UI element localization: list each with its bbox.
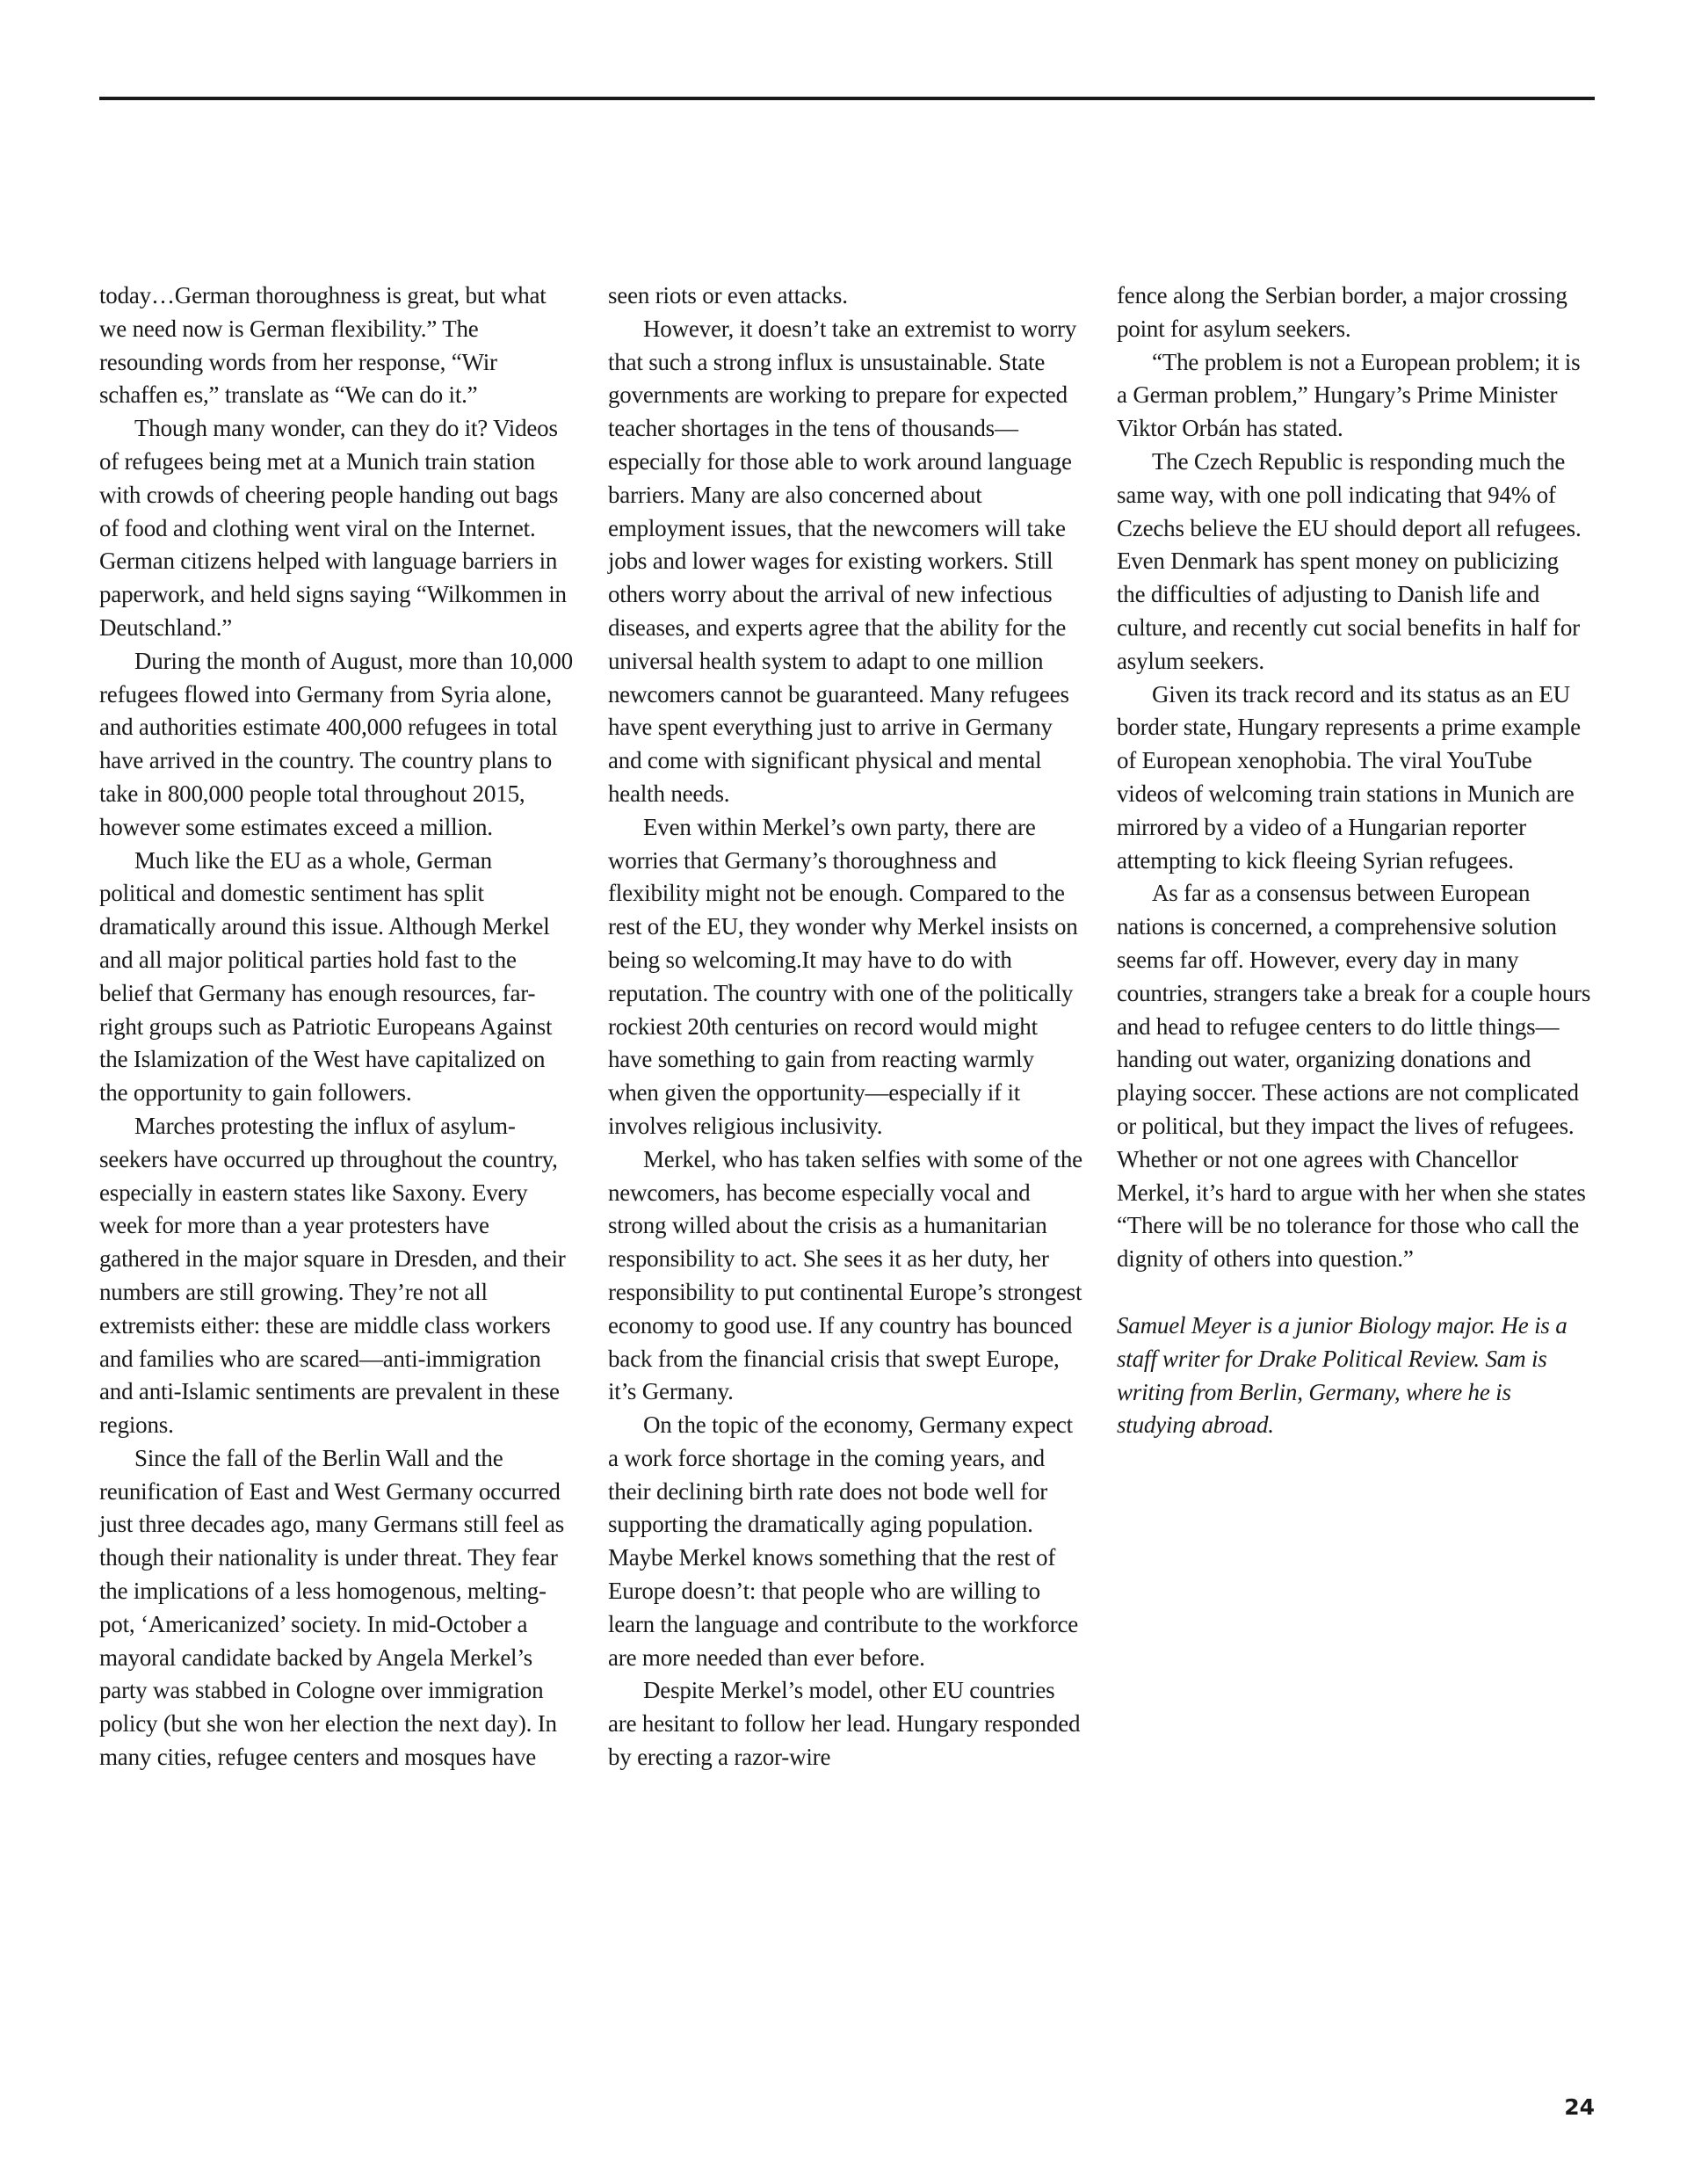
paragraph: “The problem is not a European problem; it is a German problem,” Hungary’s Prime Minister Viktor Orbán has stated. bbox=[1117, 348, 1581, 442]
paragraph: On the topic of the economy, Germany expect a work force shortage in the coming years, and their declining birth rate does not bode well for supporting the dramatically aging population. Maybe Merkel knows something that the rest of Europe doesn’t: that people who are willing to learn the language and contribute to the workforce are more needed than ever before. bbox=[608, 1411, 1079, 1671]
author-bio: Samuel Meyer is a junior Biology major. He is a staff writer for Drake Political Review. Sam is writing from Berlin, Germany, where he is studying abroad. bbox=[1117, 1311, 1568, 1439]
column-1 bbox=[99, 279, 574, 1774]
paragraph: Since the fall of the Berlin Wall and the reunification of East and West Germany occurred just three decades ago, many Germans still feel as though their nationality is under threat. They fear the implications of a less homogenous, melting-pot, ‘Americanized’ society. In mid-October a mayoral candidate backed by Angela Merkel’s party was stabbed in Cologne over immigration policy (but she won her election the next day). In many cities, refugee centers and mosques have bbox=[99, 1444, 565, 1771]
paragraph: However, it doesn’t take an extremist to worry that such a strong influx is unsustainable. State governments are working to prepare for expected teacher shortages in the tens of thousands—especially for those able to work around language barriers. Many are also concerned about employment issues, that the newcomers will take jobs and lower wages for existing workers. Still others worry about the arrival of new infectious diseases, and experts agree that the ability for the universal health system to adapt to one million newcomers cannot be guaranteed. Many refugees have spent everything just to arrive in Germany and come with significant physical and mental health needs. bbox=[608, 315, 1077, 807]
paragraph: As far as a consensus between European nations is concerned, a comprehensive solution seems far off. However, every day in many countries, strangers take a break for a couple hours and head to refugee centers to do little things—handing out water, organizing donations and playing soccer. These actions are not complicated or political, but they impact the lives of refugees. Whether or not one agrees with Chancellor Merkel, it’s hard to argue with her when she states “There will be no tolerance for those who call the dignity of others into question.” bbox=[1117, 880, 1591, 1273]
paragraph: The Czech Republic is responding much the same way, with one poll indicating that 94% of Czechs believe the EU should deport all refugees. Even Denmark has spent money on publicizing the difficulties of adjusting to Danish life and culture, and recently cut social benefits in half for asylum seekers. bbox=[1117, 447, 1582, 674]
column-3 bbox=[1117, 279, 1591, 1442]
paragraph: Even within Merkel’s own party, there are worries that Germany’s thoroughness and flexibility might not be enough. Compared to the rest of the EU, they wonder why Merkel insists on being so welcoming.It may have to do with reputation. The country with one of the politically rockiest 20th centuries on record would might have something to gain from reacting warmly when given the opportunity—especially if it involves religious inclusivity. bbox=[608, 813, 1078, 1139]
paragraph: today…German thoroughness is great, but what we need now is German flexibility.” The resounding words from her response, “Wir schaffen es,” translate as “We can do it.” bbox=[99, 282, 547, 409]
paragraph: Though many wonder, can they do it? Videos of refugees being met at a Munich train station with crowds of cheering people handing out bags of food and clothing went viral on the Internet. German citizens helped with language barriers in paperwork, and held signs saying “Wilkommen in Deutschland.” bbox=[99, 415, 567, 641]
paragraph: Given its track record and its status as an EU border state, Hungary represents a prime example of European xenophobia. The viral YouTube videos of welcoming train stations in Munich are mirrored by a video of a Hungarian reporter attempting to kick fleeing Syrian refugees. bbox=[1117, 680, 1581, 874]
paragraph: Much like the EU as a whole, German political and domestic sentiment has split dramatically around this issue. Although Merkel and all major political parties hold fast to the belief that Germany has enough resources, far-right groups such as Patriotic Europeans Against the Islamization of the West have capitalized on the opportunity to gain followers. bbox=[99, 846, 553, 1107]
paragraph: Merkel, who has taken selfies with some of the newcomers, has become especially vocal and strong willed about the crisis as a humanitarian responsibility to act. She sees it as her duty, her responsibility to put continental Europe’s strongest economy to good use. If any country has bounced back from the financial crisis that swept Europe, it’s Germany. bbox=[608, 1145, 1082, 1405]
top-rule bbox=[99, 97, 1595, 100]
paragraph: Despite Merkel’s model, other EU countries are hesitant to follow her lead. Hungary responded by erecting a razor-wire bbox=[608, 1677, 1081, 1771]
page-number: 24 bbox=[1564, 2094, 1595, 2120]
paragraph: seen riots or even attacks. bbox=[608, 282, 848, 308]
paragraph: Marches protesting the influx of asylum-seekers have occurred up throughout the country, especially in eastern states like Saxony. Every week for more than a year protesters have gathered in the major square in Dresden, and their numbers are still growing. They’re not all extremists either: these are middle class workers and families who are scared—anti-immigration and anti-Islamic sentiments are prevalent in these regions. bbox=[99, 1112, 566, 1439]
paragraph: fence along the Serbian border, a major crossing point for asylum seekers. bbox=[1117, 282, 1568, 342]
paragraph: During the month of August, more than 10,000 refugees flowed into Germany from Syria alone, and authorities estimate 400,000 refugees in total have arrived in the country. The country plans to take in 800,000 people total throughout 2015, however some estimates exceed a million. bbox=[99, 647, 573, 840]
column-2 bbox=[608, 279, 1082, 1774]
